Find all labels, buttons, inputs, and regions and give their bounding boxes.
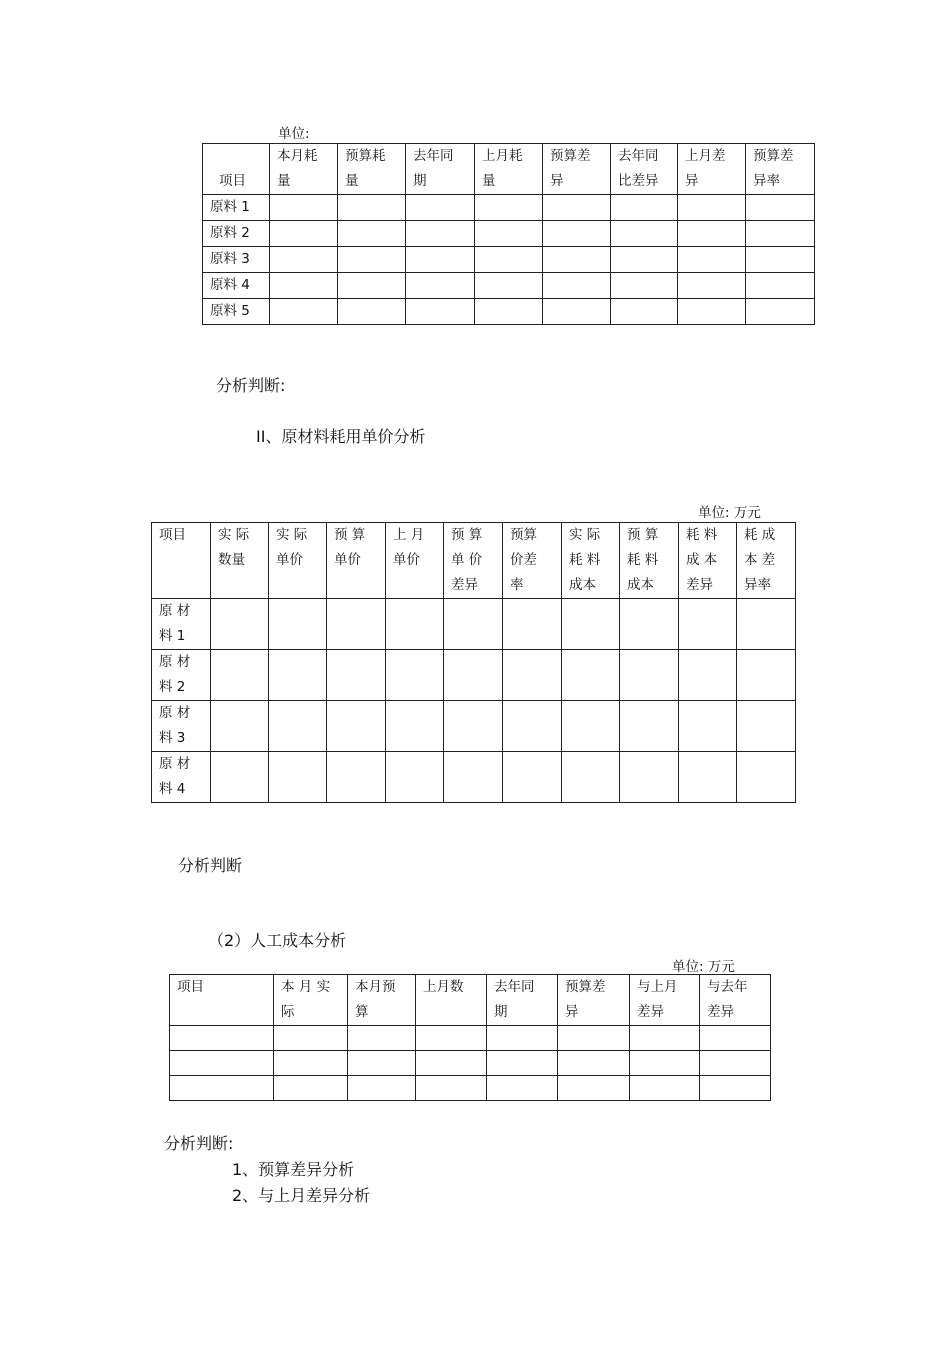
header-cell: 本月预 算: [348, 975, 416, 1026]
row-label-cell: [170, 1051, 274, 1076]
table-cell: [700, 1076, 771, 1101]
table-cell: [630, 1076, 700, 1101]
table-cell: [475, 247, 543, 273]
header-cell: 上 月 单价: [386, 523, 444, 599]
header-cell: 与去年 差异: [700, 975, 771, 1026]
table-cell: [269, 650, 327, 701]
table-cell: [562, 599, 620, 650]
table-cell: [348, 1051, 416, 1076]
analysis-item-monthly-variance: 2、与上月差异分析: [232, 1186, 371, 1205]
table-cell: [503, 650, 562, 701]
table-cell: [737, 650, 796, 701]
table-cell: [274, 1076, 348, 1101]
table-cell: [558, 1076, 630, 1101]
table-cell: [487, 1051, 558, 1076]
table-cell: [678, 247, 746, 273]
table-row: [152, 650, 796, 701]
table-cell: [678, 195, 746, 221]
table-cell: [444, 752, 503, 803]
unit-price-table: [151, 522, 796, 803]
table-cell: [348, 1026, 416, 1051]
table-cell: [487, 1076, 558, 1101]
header-cell: 上月数: [416, 975, 487, 1026]
table-cell: [475, 299, 543, 325]
table-cell: [679, 752, 737, 803]
table-cell: [562, 752, 620, 803]
table-cell: [211, 701, 269, 752]
table-cell: [746, 195, 815, 221]
table-header-row: [203, 144, 815, 195]
table-cell: [416, 1051, 487, 1076]
table-cell: [611, 299, 678, 325]
header-cell: 耗 成 本 差 异率: [737, 523, 796, 599]
table-cell: [630, 1026, 700, 1051]
table-cell: [562, 650, 620, 701]
header-cell: 去年同 期: [487, 975, 558, 1026]
table2-unit: 单位: 万元: [698, 505, 761, 521]
table-cell: [406, 195, 475, 221]
table-cell: [679, 599, 737, 650]
table-cell: [269, 701, 327, 752]
table-cell: [270, 195, 338, 221]
header-cell: 实 际 单价: [269, 523, 327, 599]
table-row: [203, 299, 815, 325]
table-cell: [444, 701, 503, 752]
analysis-label-3: 分析判断:: [164, 1134, 234, 1153]
table-cell: [274, 1051, 348, 1076]
row-label-cell: 原 材 料 3: [152, 701, 211, 752]
table-cell: [406, 273, 475, 299]
header-cell: 实 际 数量: [211, 523, 269, 599]
table-cell: [503, 752, 562, 803]
table-cell: [444, 650, 503, 701]
table-cell: [269, 599, 327, 650]
header-cell: 项目: [152, 523, 211, 599]
table-cell: [270, 221, 338, 247]
table-cell: [338, 273, 406, 299]
table-cell: [620, 599, 679, 650]
header-cell: 本月耗 量: [270, 144, 338, 195]
table-cell: [630, 1051, 700, 1076]
table-row: [203, 247, 815, 273]
header-cell: 项目: [203, 144, 270, 195]
row-label-cell: 原料 2: [203, 221, 270, 247]
row-label-cell: 原 材 料 4: [152, 752, 211, 803]
table-cell: [211, 650, 269, 701]
header-cell: 耗 料 成 本 差异: [679, 523, 737, 599]
table-cell: [611, 273, 678, 299]
table-row: [203, 195, 815, 221]
table-cell: [475, 273, 543, 299]
table-cell: [270, 247, 338, 273]
header-cell: 预算 价差 率: [503, 523, 562, 599]
table-cell: [327, 701, 386, 752]
labor-cost-table: [169, 974, 771, 1101]
table-row: [152, 752, 796, 803]
table-cell: [746, 273, 815, 299]
table-cell: [620, 752, 679, 803]
row-label-cell: 原料 1: [203, 195, 270, 221]
header-cell: 预 算 单价: [327, 523, 386, 599]
table-cell: [678, 221, 746, 247]
header-cell: 实 际 耗 料 成本: [562, 523, 620, 599]
analysis-label-1: 分析判断:: [216, 376, 286, 395]
table-cell: [558, 1026, 630, 1051]
table-cell: [611, 221, 678, 247]
table-cell: [503, 701, 562, 752]
table-cell: [562, 701, 620, 752]
table-cell: [746, 221, 815, 247]
table-cell: [444, 599, 503, 650]
table-cell: [678, 299, 746, 325]
header-cell: 去年同 期: [406, 144, 475, 195]
table-cell: [737, 599, 796, 650]
table-cell: [620, 650, 679, 701]
table-cell: [416, 1076, 487, 1101]
table-cell: [558, 1051, 630, 1076]
consumption-table: [202, 143, 815, 325]
table-cell: [211, 599, 269, 650]
header-cell: 预 算 单 价 差异: [444, 523, 503, 599]
table-cell: [327, 599, 386, 650]
table-header-row: [170, 975, 771, 1026]
table-row: [170, 1076, 771, 1101]
row-label-cell: 原 材 料 1: [152, 599, 211, 650]
table-cell: [475, 195, 543, 221]
table-row: [170, 1051, 771, 1076]
header-cell: 上月差 异: [678, 144, 746, 195]
header-cell: 上月耗 量: [475, 144, 543, 195]
table-cell: [338, 247, 406, 273]
table-cell: [503, 599, 562, 650]
table-cell: [700, 1026, 771, 1051]
section-title-unit-price: II、原材料耗用单价分析: [256, 427, 426, 446]
table-cell: [274, 1026, 348, 1051]
table-cell: [737, 752, 796, 803]
table-cell: [406, 221, 475, 247]
table-cell: [543, 273, 611, 299]
row-label-cell: 原料 4: [203, 273, 270, 299]
table1-unit: 单位:: [278, 126, 310, 142]
table-cell: [270, 273, 338, 299]
row-label-cell: 原料 5: [203, 299, 270, 325]
table-header-row: [152, 523, 796, 599]
table-cell: [679, 650, 737, 701]
table-cell: [746, 247, 815, 273]
table-cell: [543, 299, 611, 325]
row-label-cell: 原 材 料 2: [152, 650, 211, 701]
table-cell: [270, 299, 338, 325]
table-cell: [386, 752, 444, 803]
table-cell: [746, 299, 815, 325]
row-label-cell: 原料 3: [203, 247, 270, 273]
header-cell: 预算差 异: [558, 975, 630, 1026]
table-cell: [327, 650, 386, 701]
table-cell: [386, 599, 444, 650]
header-cell: 预算耗 量: [338, 144, 406, 195]
table-cell: [338, 299, 406, 325]
header-cell: 预 算 耗 料 成本: [620, 523, 679, 599]
header-cell: 去年同 比差异: [611, 144, 678, 195]
table-cell: [406, 299, 475, 325]
table-cell: [543, 221, 611, 247]
table3-unit: 单位: 万元: [672, 959, 735, 975]
row-label-cell: [170, 1026, 274, 1051]
table-cell: [416, 1026, 487, 1051]
table-cell: [386, 650, 444, 701]
table-cell: [348, 1076, 416, 1101]
table-cell: [406, 247, 475, 273]
header-cell: 与上月 差异: [630, 975, 700, 1026]
table-row: [203, 221, 815, 247]
table-cell: [620, 701, 679, 752]
table-cell: [611, 247, 678, 273]
table-cell: [678, 273, 746, 299]
analysis-item-budget-variance: 1、预算差异分析: [232, 1160, 355, 1179]
table-cell: [386, 701, 444, 752]
table-row: [152, 701, 796, 752]
table-row: [152, 599, 796, 650]
header-cell: 项目: [170, 975, 274, 1026]
table-cell: [211, 752, 269, 803]
header-cell: 预算差 异率: [746, 144, 815, 195]
table-cell: [269, 752, 327, 803]
header-cell: 预算差 异: [543, 144, 611, 195]
table-cell: [543, 247, 611, 273]
section-title-labor-cost: （2）人工成本分析: [208, 931, 347, 950]
table-cell: [487, 1026, 558, 1051]
row-label-cell: [170, 1076, 274, 1101]
header-cell: 本 月 实 际: [274, 975, 348, 1026]
table-cell: [327, 752, 386, 803]
analysis-label-2: 分析判断: [178, 856, 243, 875]
table-cell: [679, 701, 737, 752]
table-row: [203, 273, 815, 299]
table-cell: [611, 195, 678, 221]
table-cell: [338, 195, 406, 221]
table-cell: [700, 1051, 771, 1076]
table-cell: [737, 701, 796, 752]
table-row: [170, 1026, 771, 1051]
table-cell: [475, 221, 543, 247]
table-cell: [543, 195, 611, 221]
table-cell: [338, 221, 406, 247]
